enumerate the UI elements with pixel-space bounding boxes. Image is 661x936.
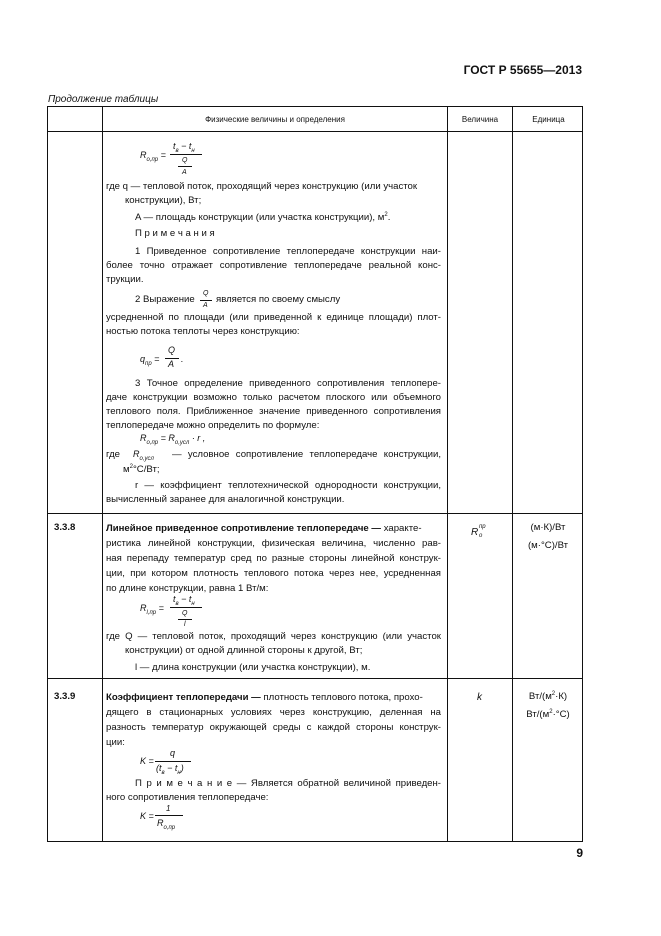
column-header-definitions: Физические величины и определения <box>205 115 345 124</box>
term-3-3-9-line3: разность температур окружающей среды с каждой стороны конструк- <box>106 722 441 733</box>
note3-line1: 3 Точное определение приведенного сопротивления теплопере- <box>135 378 441 389</box>
where-length: l — длина конструкции (или участка конструкции), м. <box>135 662 371 673</box>
note2-frac-den: A <box>203 302 208 309</box>
note2-expression-end: является по своему смыслу <box>216 294 341 305</box>
unit-3-3-9-kelvin: $Вт/(м^2\cdot К)$ <box>528 691 568 703</box>
note2-line3: ностью потока теплоты через конструкцию: <box>106 326 300 337</box>
note3-line3: теплового поля. Приближенное значение приведенного сопротивления <box>106 406 441 417</box>
unit-3-3-9-celsius: $Вт/(м^2\cdot^\circ С)$ <box>526 709 570 721</box>
unit-3-3-8-celsius: (м·°С)/Вт <box>527 540 569 551</box>
page-number: 9 <box>576 846 583 860</box>
where-rusl-symbol: $R_{о,усл}$ <box>133 449 154 462</box>
symbol-3-3-9: k <box>477 692 482 703</box>
where-area: A — площадь конструкции (или участка конструкции), $м^2$. <box>135 212 391 224</box>
term-3-3-8-line2: ристика линейной конструкции, физическая величина, численно рав- <box>106 538 441 549</box>
note3-line4: теплопередаче можно определить по формуле: <box>106 420 320 431</box>
notes-title: П р и м е ч а н и я <box>135 228 215 239</box>
note-3-3-9-line1: П р и м е ч а н и е — Является обратной величиной приведен- <box>135 778 442 789</box>
column-header-quantity: Величина <box>461 115 499 124</box>
note2-line2: усредненной по площади (или приведенной к единице площади) плот- <box>106 312 441 323</box>
symbol-3-3-8: R пр о <box>471 524 486 539</box>
definitions-table: Физические величины и определения Величина Единица $R_{о,пр}$ = $t_в - t_н$ Q A где q — тепловой поток, проходящий через конструкцию (или участок конструкции), Вт; A — площадь конструкции (или участка конструкции), $м^2$. П р и м е ч а н и я 1 Приведенное сопротивление теплопередаче конструкции наи- более точно отражает сопротивление теплопередаче реальной конс- трукции. 2 Выражение Q A является по своему смыслу усредненной по площади (или приведенной к единице площади) плот- ностью потока теплоты через конструкцию: $q_{пр}$ = Q A . 3 Точное определение приведенного сопротивления теплопере- даче конструкции возможно только расчетом плоского или объемного теплового поля. Приближенное значение приведенного сопротивления теплопередаче можно определить по формуле: $R_{о,пр} = R_{о,усл} \cdot r$ , где $R_{о,усл}$ — условное сопротивление теплопередаче конструкции, $м^2^\circ С/Вт$; r — коэффициент теплотехнической однородности конструкции, вычисленный заранее для аналогичной конструкции. 3.3.8 Линейное приведенное сопротивление теплопередаче — характе- ристика линейной конструкции, физическая величина, численно рав- ная перепаду температур сред по разные стороны линейной конструк- ции, при котором плотность теплового потока через нее, усредненная по длине конструкции, равна 1 Вт/м: $R_{l,пр}$ = $t_в - t_н$ Q l где Q — тепловой поток, проходящий через конструкцию (или участок конструкции) от одной длинной стороны к другой, Вт; l — длина конструкции (или участка конструкции), м. R пр о (м·К)/Вт (м·°С)/Вт 3.3.9 Коэффициент теплопередачи — плотность теплового потока, прохо- дящего в стационарных условиях через конструкцию, деленная на разность температур окружающей среды с каждой стороны конструк- ции: K = q $(t_в - t_н)$ П р и м е ч а н и е — Является обратной величиной приведен- ного сопротивления теплопередаче: K = 1 $R_{о,пр}$ k $Вт/(м^2\cdot К)$ $Вт/(м^2\cdot^\circ С)$ <box>47 106 583 842</box>
where-rusl-prefix: где <box>106 449 121 460</box>
table-continuation-label: Продолжение таблицы <box>48 94 159 105</box>
column-header-unit: Единица <box>532 115 565 124</box>
where-Q-line1: где Q — тепловой поток, проходящий через конструкцию (или участок <box>106 631 441 642</box>
where-rusl-unit: $м^2^\circ С/Вт$; <box>123 464 160 476</box>
note1-line3: трукции. <box>106 274 144 285</box>
where-rusl-text: — условное сопротивление теплопередаче конструкции, <box>172 449 441 460</box>
term-number-3-3-9: 3.3.9 <box>54 691 76 702</box>
term-3-3-8-line3: ная перепаду температур сред по разные стороны линейной конструк- <box>106 553 441 564</box>
note2-expression-start: 2 Выражение <box>135 294 195 305</box>
note1-line2: более точно отражает сопротивление теплопередаче реальной конс- <box>106 260 441 271</box>
term-3-3-8-line1: Линейное приведенное сопротивление теплопередаче — характе- <box>106 523 422 534</box>
where-q-line2: конструкции), Вт; <box>125 195 202 206</box>
term-3-3-8-line5: по длине конструкции, равна 1 Вт/м: <box>106 583 269 594</box>
note3-line2: даче конструкции возможно только расчетом плоского или объемного <box>106 392 441 403</box>
formula-resistance-approx: $R_{о,пр} = R_{о,усл} \cdot r$ , <box>140 433 206 446</box>
standard-code: ГОСТ Р 55655—2013 <box>463 63 582 77</box>
term-3-3-8-line4: ции, при котором плотность теплового потока через нее, усредненная <box>106 568 441 579</box>
where-Q-line2: конструкции) от одной длинной стороны к другой, Вт; <box>125 645 363 656</box>
note1-line1: 1 Приведенное сопротивление теплопередаче конструкции наи- <box>135 246 441 257</box>
term-3-3-9-line4: ции: <box>106 737 125 748</box>
where-r-line1: r — коэффициент теплотехнической однородности конструкции, <box>135 480 441 491</box>
unit-3-3-8-kelvin: (м·К)/Вт <box>530 522 566 533</box>
term-3-3-9-line1: Коэффициент теплопередачи — плотность теплового потока, прохо- <box>106 692 423 703</box>
note-3-3-9-line2: ного сопротивления теплопередаче: <box>106 792 269 803</box>
note2-frac-num: Q <box>203 290 209 297</box>
where-q-line1: где q — тепловой поток, проходящий через конструкцию (или участок <box>106 181 418 192</box>
term-number-3-3-8: 3.3.8 <box>54 522 76 533</box>
term-3-3-9-line2: дящего в стационарных условиях через конструкцию, деленная на <box>106 707 441 718</box>
where-r-line2: вычисленный заранее для аналогичной конструкции. <box>106 494 345 505</box>
